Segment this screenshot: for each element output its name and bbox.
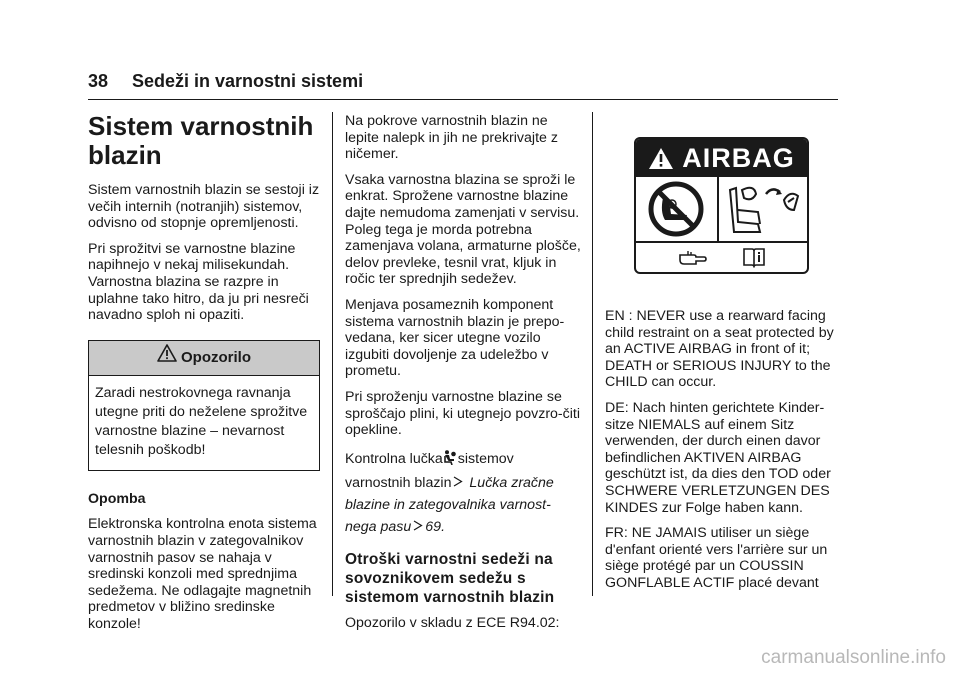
- warning-header: [89, 341, 319, 376]
- note-title: Opomba: [88, 490, 146, 507]
- reference-page[interactable]: 69: [425, 518, 442, 535]
- warning-title: Opozorilo: [181, 348, 251, 366]
- paragraph-single-deploy: Vsaka varnostna blazina se sproži le enkrat. Sprožene varnostne blazine dajte nemudoma zamenjati v servisu. Poleg tega je morda potrebna zamenjava volana, armaturne plošče, delov prevleke, tesnil vrat, kljuk in ročic ter sprednjih sedežev.: [345, 171, 581, 288]
- paragraph-indicator: Kontrolna lučka sistemov varnostnih blazin Lučka zračne blazine in zategovalnika varnost-nega pasu 69.: [345, 448, 581, 538]
- warning-english: EN : NEVER use a rearward facing child restraint on a seat protected by an ACTIVE AIRBAG in front of it; DEATH or SERIOUS INJURY to the CHILD can occur.: [605, 308, 834, 391]
- warning-german: DE: Nach hinten gerichtete Kinder-sitze NIEMALS auf einem Sitz verwenden, der durch einen davor befindlichen AKTIVEN AIRBAG geschützt ist, da dies den TOD oder SCHWERE VERLETZUNGEN DES KINDES zur Folge haben kann.: [605, 399, 831, 516]
- page-header: [88, 70, 838, 92]
- column-middle: [345, 113, 581, 640]
- airbag-label-pictograms: [636, 177, 807, 241]
- reference-link[interactable]: Lučka zračne blazine in zategovalnika varnost-nega pasu: [345, 474, 554, 535]
- airbag-label-header: [636, 139, 807, 177]
- warning-box: [88, 340, 320, 471]
- airbag-deployment-seat-icon: [724, 180, 804, 243]
- paragraph-ece: Opozorilo v skladu z ECE R94.02:: [345, 614, 560, 631]
- warning-text: Zaradi nestrokovnega ravnanja utegne priti do neželene sprožitve varnostne blazine – nevarnost telesnih poškodb!: [95, 384, 308, 458]
- column-left: [88, 112, 320, 642]
- airbag-seat-icon: [443, 450, 456, 472]
- paragraph-components: Menjava posameznih komponent sistema varnostnih blazin je prepo-vedana, ker sicer utegne vozilo izgubiti dovoljenje za udeležbo v prometu.: [345, 296, 565, 380]
- airbag-warning-label: [634, 137, 809, 274]
- page-reference-arrow-icon: [413, 516, 423, 538]
- pointing-hand-icon: [678, 247, 708, 272]
- warning-triangle-icon: [157, 341, 177, 375]
- no-rear-facing-child-seat-icon: [643, 180, 709, 243]
- chapter-title: Sedeži in varnostni sistemi: [132, 71, 364, 91]
- note-text: Elektronska kontrolna enota sistema varnostnih blazin v zategovalnikov varnostnih pasov se nahaja v sredinski konzoli med sprednjima sedežema. Ne odlagajte magnetnih predmetov v bližino sredinske konzole!: [88, 516, 317, 632]
- reference-arrow-icon: [453, 472, 463, 494]
- manual-book-icon: [742, 246, 766, 273]
- indicator-text-3: varnostnih blazin: [345, 474, 452, 491]
- indicator-text-2: sistemov: [457, 450, 514, 467]
- section-title: Sistem varnostnih blazin: [88, 111, 314, 170]
- airbag-warning-triangle-icon: [648, 142, 674, 180]
- column-divider-right: [592, 112, 593, 596]
- pictogram-divider: [717, 177, 719, 241]
- paragraph-covers: Na pokrove varnostnih blazin ne lepite nalepk in jih ne prekrivajte z ničemer.: [345, 113, 558, 163]
- airbag-label-title: AIRBAG: [682, 143, 795, 173]
- page-number: 38: [88, 71, 109, 91]
- watermark: carmanualsonline.info: [761, 647, 946, 668]
- subheading-child-seats: Otroški varnostni sedeži na sovoznikovem sedežu s sistemom varnostnih blazin: [345, 550, 555, 606]
- indicator-text: Kontrolna lučka: [345, 450, 443, 467]
- column-divider-left: [332, 112, 333, 596]
- airbag-label-footer: [636, 241, 807, 274]
- warning-french: FR: NE JAMAIS utiliser un siège d'enfant orienté vers l'arrière sur un siège protégé par un COUSSIN GONFLABLE ACTIF placé devant: [605, 525, 828, 591]
- paragraph-deploy: Pri sprožitvi se varnostne blazine napihnejo v nekaj milisekundah. Varnostna blazina se razpre in uplahne tako hitro, da ju pri nesreči navadno sploh ni opaziti.: [88, 240, 309, 324]
- column-right: [605, 308, 841, 601]
- paragraph-gases: Pri sproženju varnostne blazine se sproščajo plini, ki utegnejo povzro-čiti opekline.: [345, 388, 580, 439]
- paragraph-intro: Sistem varnostnih blazin se sestoji iz večih internih (notranjih) sistemov, odvisno od stopnje opremljenosti.: [88, 182, 320, 232]
- header-rule: [88, 99, 838, 100]
